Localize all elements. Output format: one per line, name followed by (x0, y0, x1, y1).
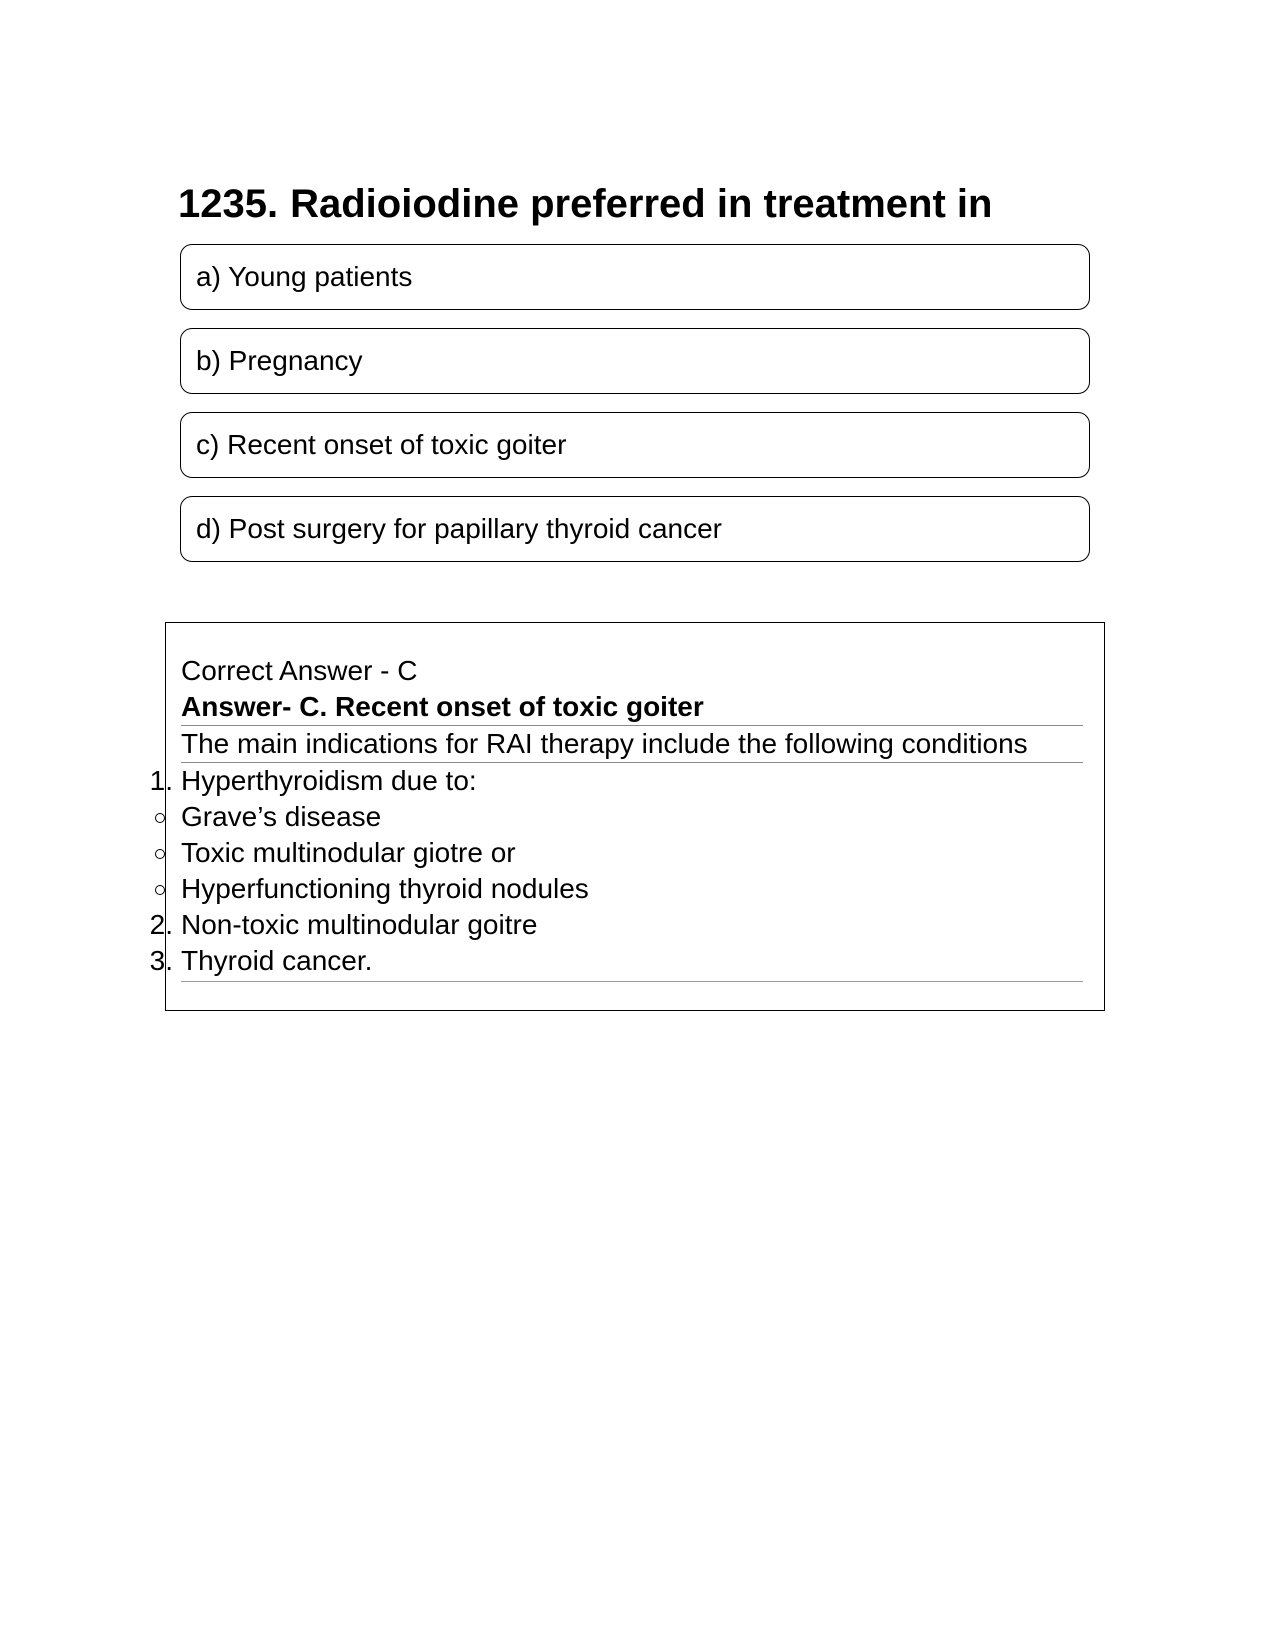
list-item-text: Grave’s disease (181, 801, 382, 832)
answer-heading: Answer- C. Recent onset of toxic goiter (181, 691, 704, 722)
list-item-text: Thyroid cancer. (181, 945, 373, 976)
option-a[interactable]: a) Young patients (180, 244, 1090, 310)
question-text: Radioiodine preferred in treatment in (290, 182, 993, 226)
circle-bullet-icon (155, 885, 165, 895)
question-title (178, 178, 992, 230)
answer-intro: The main indications for RAI therapy include the following conditions (181, 725, 1083, 763)
list-item (149, 763, 1083, 799)
list-item (181, 835, 1083, 871)
question-number: 1235. (178, 182, 279, 226)
list-item (181, 871, 1083, 907)
list-marker: 2. (149, 909, 173, 940)
answer-box (149, 622, 1105, 1011)
option-c[interactable]: c) Recent onset of toxic goiter (180, 412, 1090, 478)
list-item-text: Non-toxic multinodular goitre (181, 909, 538, 940)
option-b[interactable]: b) Pregnancy (180, 328, 1090, 394)
correct-answer: Correct Answer - C (181, 655, 418, 686)
list-marker: 1. (149, 765, 173, 796)
list-item-text: Hyperfunctioning thyroid nodules (181, 873, 589, 904)
list-item-text: Toxic multinodular giotre or (181, 837, 516, 868)
list-marker: 3. (149, 945, 173, 976)
list-item (149, 943, 1083, 979)
list-item (181, 799, 1083, 835)
option-d[interactable]: d) Post surgery for papillary thyroid cancer (180, 496, 1090, 562)
answer-content (149, 653, 1083, 982)
divider (181, 981, 1083, 982)
list-item-text: Hyperthyroidism due to: (181, 765, 477, 796)
circle-bullet-icon (155, 849, 165, 859)
list-item (149, 907, 1083, 943)
circle-bullet-icon (155, 813, 165, 823)
